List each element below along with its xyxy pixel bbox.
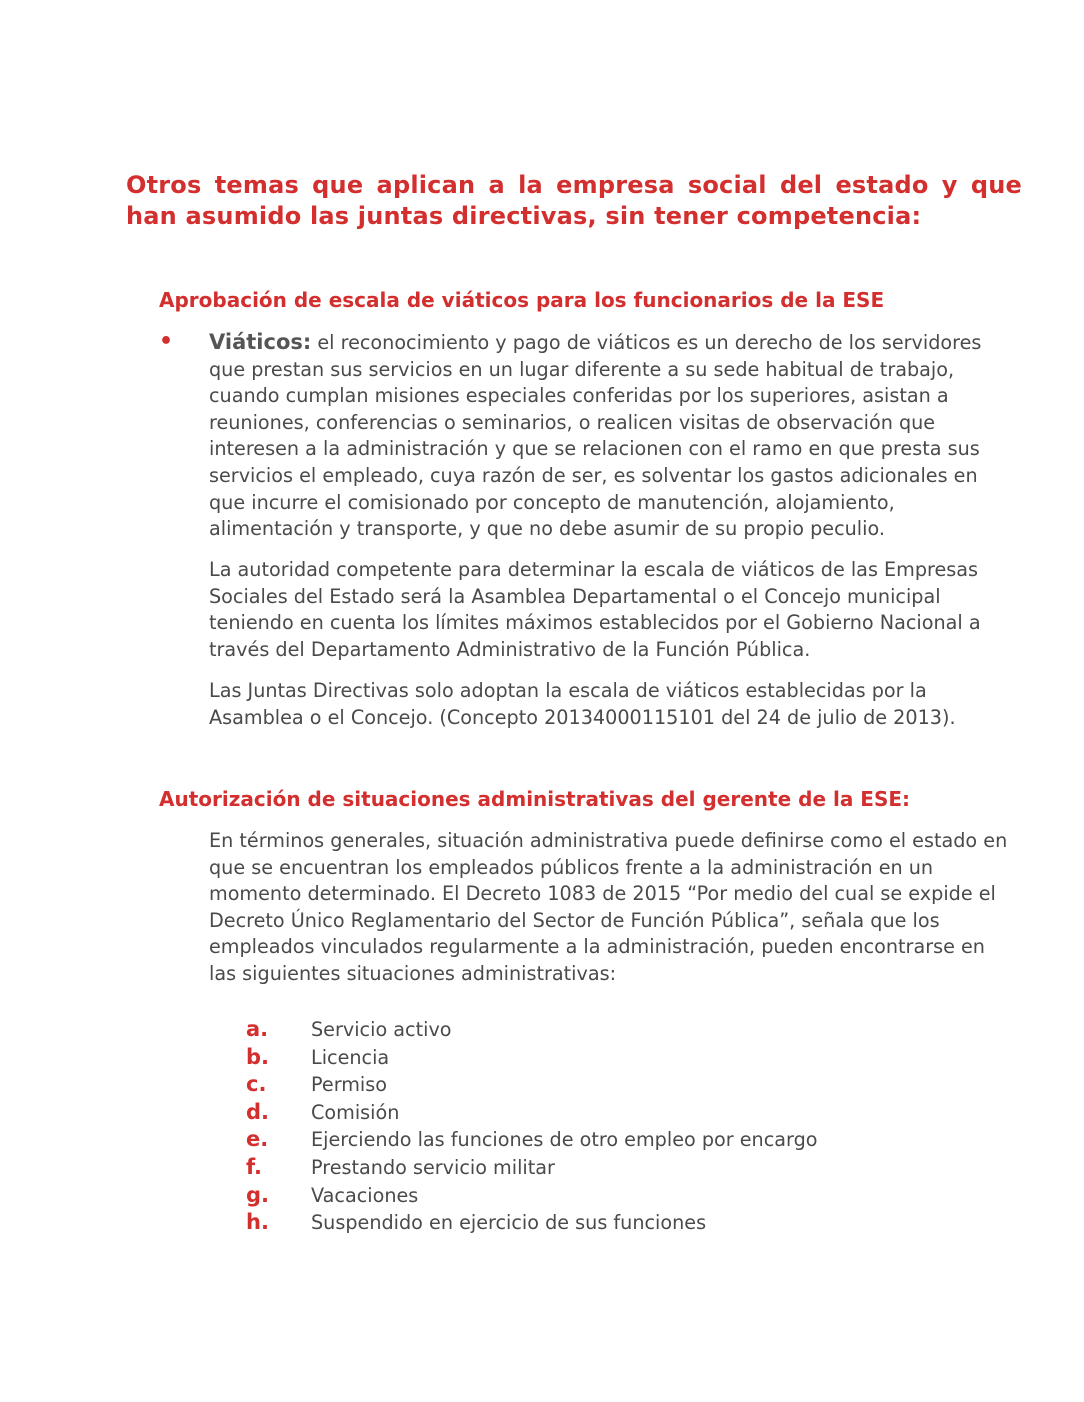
- paragraph-juntas-directivas: Las Juntas Directivas solo adoptan la escala de viáticos establecidas por la Asamblea o el Concejo. (Concepto 20134000115101 del 24 de julio de 2013).: [209, 679, 956, 729]
- list-item: [246, 1044, 817, 1072]
- section-heading-situaciones: Autorización de situaciones administrativas del gerente de la ESE:: [159, 787, 911, 811]
- list-item-text: Suspendido en ejercicio de sus funciones: [311, 1211, 707, 1235]
- section-heading-viaticos: Aprobación de escala de viáticos para los funcionarios de la ESE: [159, 288, 885, 312]
- list-item-text: Comisión: [311, 1100, 400, 1124]
- bullet-icon: •: [159, 329, 174, 354]
- list-letter: b.: [246, 1044, 270, 1069]
- list-item: [246, 1071, 817, 1099]
- term-viaticos: Viáticos:: [209, 330, 312, 354]
- list-letter: g.: [246, 1182, 270, 1207]
- list-item-text: Servicio activo: [311, 1018, 452, 1041]
- list-item: [246, 1016, 817, 1044]
- list-item-text: Vacaciones: [311, 1183, 419, 1207]
- list-letter: a.: [246, 1017, 269, 1041]
- list-item: [246, 1126, 817, 1154]
- list-item-text: Prestando servicio militar: [311, 1155, 555, 1179]
- list-item-text: Ejerciendo las funciones de otro empleo por encargo: [311, 1128, 818, 1152]
- list-letter: e.: [246, 1127, 269, 1152]
- list-letter: f.: [246, 1154, 262, 1179]
- situations-list: [246, 1016, 817, 1237]
- paragraph-viaticos-text: el reconocimiento y pago de viáticos es un derecho de los servidores que prestan sus servicios en un lugar diferente a su sede habitual de trabajo, cuando cumplan misiones especiales conferidas por los superiores, asistan a reuniones, conferencias o seminarios, o realicen visitas de observación que interesen a la administración y que se relacionen con el ramo en que presta sus servicios el empleado, cuya razón de ser, es solventar los gastos adicionales en que incurre el comisionado por concepto de manutención, alojamiento, alimentación y transporte, y que no debe asumir de su propio peculio.: [209, 331, 982, 541]
- list-item: [246, 1099, 817, 1127]
- list-letter: d.: [246, 1099, 270, 1124]
- paragraph-situaciones: En términos generales, situación administrativa puede definirse como el estado en que se encuentran los empleados públicos frente a la administración en un momento determinado. El Decreto 1083 de 2015 “Por medio del cual se expide el Decreto Único Reglamentario del Sector de Función Pública”, señala que los empleados vinculados regularmente a la administración, pueden encontrarse en las siguientes situaciones administrativas:: [209, 829, 1008, 985]
- list-item: [246, 1209, 817, 1237]
- list-item-text: Permiso: [311, 1073, 387, 1097]
- paragraph-viaticos-definition: [209, 329, 1009, 543]
- list-item: [246, 1154, 817, 1182]
- list-letter: h.: [246, 1210, 269, 1235]
- page-title: Otros temas que aplican a la empresa social del estado y que han asumido las juntas directivas, sin tener competencia:: [126, 171, 1022, 230]
- list-item-text: Licencia: [311, 1045, 390, 1069]
- list-letter: c.: [246, 1072, 267, 1097]
- paragraph-autoridad-competente: La autoridad competente para determinar la escala de viáticos de las Empresas Sociales del Estado será la Asamblea Departamental o el Concejo municipal teniendo en cuenta los límites máximos establecidos por el Gobierno Nacional a través del Departamento Administrativo de la Función Pública.: [209, 558, 981, 661]
- list-item: [246, 1182, 817, 1210]
